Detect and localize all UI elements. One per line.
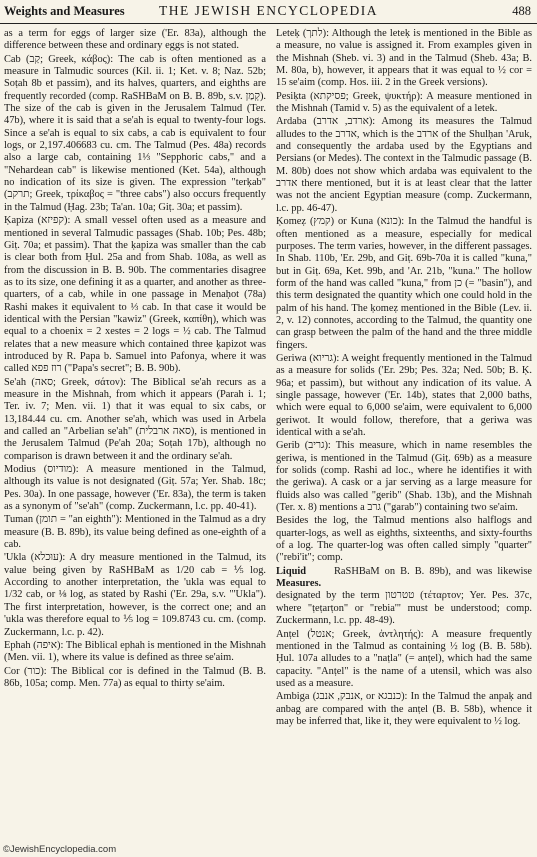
paragraph: as a term for eggs of larger size ('Er. 83a), although the difference between these and ordinary eggs is not stated. bbox=[4, 28, 266, 52]
entry-tuman: Tuman (תומן = "an eighth"): Mentioned in the Talmud as a dry measure (B. B. 89b), its value being defined as one-eighth of a cab. bbox=[4, 514, 267, 551]
paragraph-liquid-measures bbox=[276, 566, 532, 628]
entry-pesikta: Pesiḳta (פסיקתא; Greek, ψυκτήρ): A measure mentioned in the Mishnah (Tamid v. 5) as the equivalent of a letek. bbox=[276, 90, 532, 115]
entry-antel: Anṭel (אנטל; Greek, ἀντλητής): A measure frequently mentioned in the Talmud as containing ½ log (B. B. 58b). Ḥul. 107a alludes to a "naṭla" (= anṭel), which had the same capacity. "Anṭel" is the name of a utensil, which was also used as a measure. bbox=[276, 628, 532, 689]
entry-ephah: Ephah (איפה): The Biblical ephah is mentioned in the Mishnah (Men. vii. 1), where its value is defined as three se'aim. bbox=[4, 639, 266, 664]
right-column bbox=[276, 28, 532, 728]
entry-letek: Leteḳ (לתך): Although the leteḳ is mentioned in the Bible as a measure, no value is assigned it. From examples given in the Mishnah (Sheb. vi. 3) and in the Talmud (Sheb. 43a; B. M. 80a, b), however, it appears that it was equal to ½ cor = 15 se'aim (comp. Hos. iii. 2 in the Greek versions). bbox=[276, 28, 532, 89]
entry-ardaba: Ardaba (ארדב, אדרב): Among its measures the Talmud alludes to the אדרב, which is the ארדב of the Shulḥan 'Aruk, and consequently the ardaba used by the Egyptians and Persians (or Medes). The context in the Talmudic passage (B. M. 80b) does not show which ardaba was equivalent to the אדרב there mentioned, but it is at least clear that the latter was not the ancient Egyptian measure (comp. Zuckermann, l.c. pp. 46-47). bbox=[276, 116, 533, 214]
entry-cab: Cab (קַב; Greek, κάβος): The cab is often mentioned as a measure in Talmudic sources (Kil. ii. 1; Ket. v. 8; Naz. 52b; Soṭah 8b et passim), and its halves, quarters, and eighths are frequently recorded (comp. RaSHBaM on B. B. 89b, s.v. קְמַן). The size of the cab is given in the Jerusalem Talmud (Ter. 47b), where it is said that a se'ah is equal to twenty-four logs. Since a se'ah is equal to six cabs, a cab is equivalent to four logs, or 2,197.406683 cu. cm. The Talmud (Pes. 48a) records also a large cab, containing 1⅓ "Sepphoric cabs," and a "Nehardean cab" is likewise mentioned (Ket. 54a), although no indication of its size is given. The expression "terḳab" (תרקב; Greek, τρίκαβος = "three cabs") also occurs frequently in the Talmud (Ḥag. 23b; Ta'an. 10a; Giṭ. 30a; et passim). bbox=[4, 53, 267, 213]
book-title: THE JEWISH ENCYCLOPEDIA bbox=[159, 3, 378, 18]
entry-kapiza: Ḳapiza (קפיזא): A small vessel often used as a measure and mentioned in several Talmudic passages (Shab. 10b; Pes. 48b; Giṭ. 70a; et passim). That the ḳapiza was smaller than the cab is clear both from Ḥul. 25a and from Shab. 108a, as well as from the discussion in B. B. 90b. The commentaries disagree as to its size, one defining it as a quarter, and another as three-quarters, of a cab, while in one passage in Menaḥot (78a) Rashi makes it equivalent to ⅓ cab. In that case it would be identical with the Persian "kawiz" (Greek, καπίθη), which was equal to a choenix = 2 xestes = 2 logs = ½ cab. The Talmud relates that a new measure which contained three ḳapizot was introduced by R. Papa b. Samuel into Pafonya, where it was called רוז פפא ("Papa's secret"; B. B. 90b). bbox=[4, 215, 266, 375]
section-title: Weights and Measures bbox=[4, 4, 125, 18]
paragraph-log-fractions: Besides the log, the Talmud mentions also halflogs and quarter-logs, as well as eighths, sixteenths, and sixty-fourths of a log. The quarter-log was often called simply "quarter" ("rebi'it"; comp. bbox=[276, 515, 532, 564]
liquid-measures-text: RaSHBaM on B. B. 89b), and was likewise designated by the term טטרטון (τέταρτον; Yer. Pes. 37c, where "ṭeṭarṭon" or "rebia'" must be understood; comp. Zuckermann, l.c. pp. 48-49). bbox=[276, 565, 533, 627]
entry-cor: Cor (כור): The Biblical cor is defined in the Talmud (B. B. 86b, 105a; comp. Men. 77a) as equal to thirty se'aim. bbox=[4, 665, 266, 689]
marginal-note: Liquid Measures. bbox=[276, 565, 322, 590]
running-header bbox=[0, 0, 537, 24]
page-number: 488 bbox=[512, 4, 531, 18]
entry-ambiga: Ambiga (אנבק, אנבג, or כנבגא): In the Talmud the anpaḳ and anbag are compared with the anṭel (B. B. 58b), whence it may be inferred that, like it, they were equivalent to ½ log. bbox=[276, 691, 532, 727]
entry-geriwa: Geriwa (גריוא): A weight frequently mentioned in the Talmud as a measure for solids ('Er. 29b; Pes. 32a; Ned. 50b; B. Ḳ. 96a; et passim), but without any indication of its value. A single passage, however ('Er. 14b), states that 2,000 baths, which were equal to 6,000 se'aim, were equivalent to 6,000 geriwot. It would follow, therefore, that a geriwa was identical with a se'ah. bbox=[276, 352, 532, 438]
entry-gerib: Gerib (גריב): This measure, which in name resembles the geriwa, is mentioned in the Talmud (Giṭ. 69b) as a measure for solids (comp. Rashi ad loc., where he identifies it with the geriwa). A cask or a jar serving as a large measure for fluids also was called "gerib" (Shab. 13b), and the Mishnah (Ter. x. 8) mentions a גרב ("garab") containing two se'aim. bbox=[276, 440, 532, 514]
entry-ukla: 'Ukla (עוּכלא): A dry measure mentioned in the Talmud, its value being given by RaSHBaM as 1/20 cab = ⅕ log. According to another interpretation, the 'ukla was equal to 1/32 cab, or ⅛ log, as stated by Rashi ('Er. 29a, s.v. "'Ukla"). The first interpretation, however, is the correct one; and an 'ukla was therefore equal to ⅕ log = 109.8743 cu. cm. (comp. Zuckermann, l.c. p. 42). bbox=[4, 552, 266, 638]
entry-seah: Se'ah (סאה; Greek, σάτον): The Biblical se'ah recurs as a measure in the Mishnah, from which it appears (Parah i. 1; Ter. iv. 7; Men. vii. 1) that it was equal to six cabs, or 13,184.44 cu. cm. Another se'ah, which was used in Arbela and called an "Arbelian se'ah" (סאה ארבלית), is mentioned in the Jerusalem Talmud (Pe'ah 20a; Soṭah 17b), although no comparison is drawn between it and the ordinary se'ah. bbox=[4, 376, 266, 462]
entry-modius: Modius (מודיוס): A measure mentioned in the Talmud, although its value is not designated (Giṭ. 57a; Yer. Shab. 18c; Pes. 30a). In one passage, however ('Er. 83a), the term is taken as a synonym of "se'ah" (comp. Zuckermann, l.c. pp. 40-41). bbox=[4, 464, 266, 513]
left-column bbox=[4, 28, 266, 690]
copyright-footer: ©JewishEncyclopedia.com bbox=[3, 844, 117, 855]
entry-komez: Ḳomeẓ (קמץ) or Kuna (כונא): In the Talmud the handful is often mentioned as a measure, especially for medical purposes. The term varies, however, in the different passages. In Shab. 110b, 'Er. 29b, and Giṭ. 69b-70a it is called "kuna," but in Giṭ. 69a, Ket. 99b, and 'Ar. 21b, "kuna." The hollow form of the hand was called "kuna," from כן (= "basin"), and this term designated the quantity which one could hold in the palm of his hand. The ḳomeẓ mentioned in the Bible (Lev. ii. 2, v. 12) connotes, according to the Talmud, the quantity one can grasp between the palm of the hand and the three middle fingers. bbox=[276, 216, 533, 351]
